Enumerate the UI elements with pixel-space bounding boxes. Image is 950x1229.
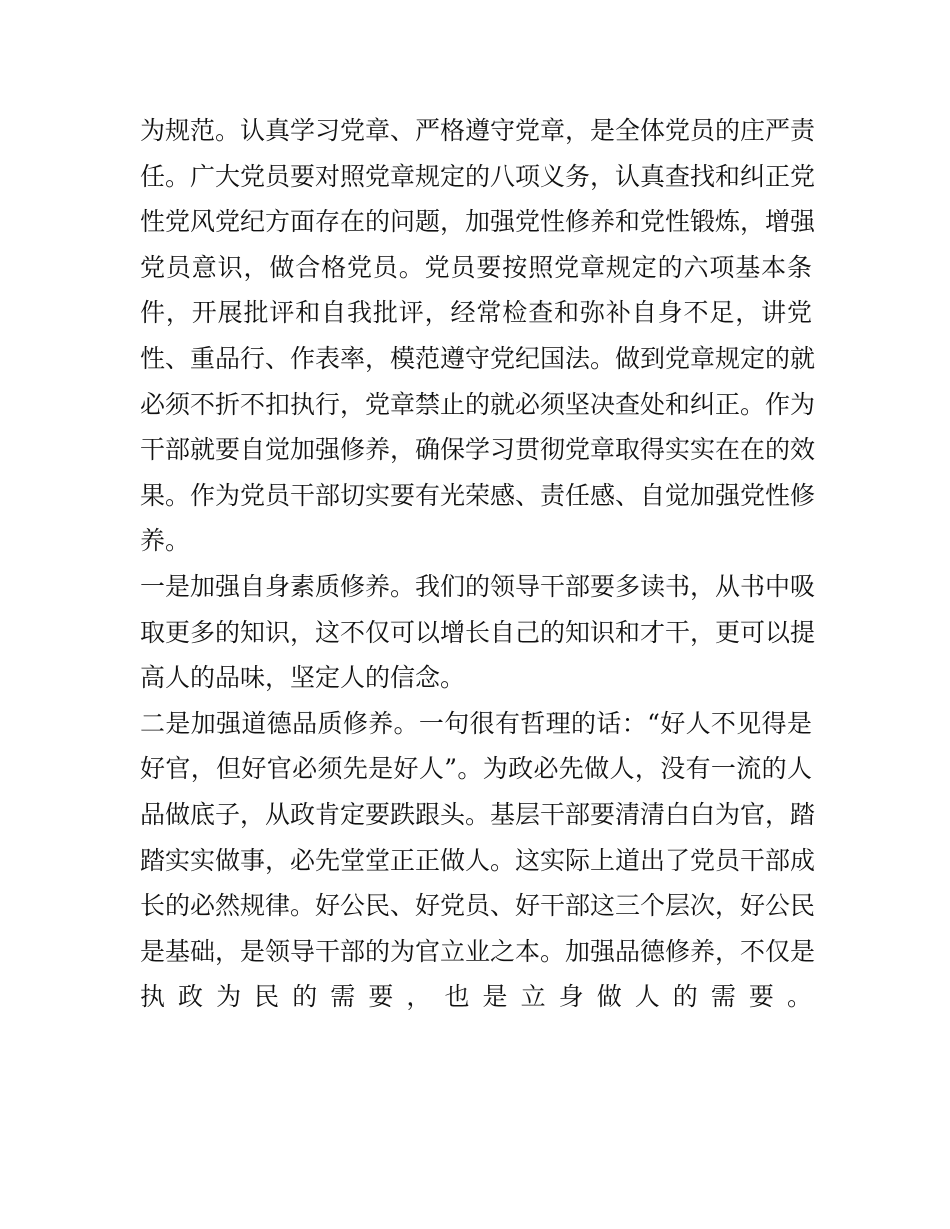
text-line: 取更多的知识，这不仅可以增长自己的知识和才干，更可以提 (140, 617, 816, 647)
text-line: 为规范。认真学习党章、严格遵守党章，是全体党员的庄严责 (140, 116, 816, 145)
text-line: 果。作为党员干部切实要有光荣感、责任感、自觉加强党性修 (140, 480, 816, 510)
text-line: 长的必然规律。好公民、好党员、好干部这三个层次，好公民 (140, 891, 816, 921)
text-line: 二是加强道德品质修养。一句很有哲理的话：“好人不见得是 (140, 708, 812, 738)
text-line: 性、重品行、作表率，模范遵守党纪国法。做到党章规定的就 (140, 343, 816, 373)
text-line: 党员意识，做合格党员。党员要按照党章规定的六项基本条 (140, 252, 812, 282)
text-line: 性党风党纪方面存在的问题，加强党性修养和党性锻炼，增强 (140, 207, 816, 237)
paragraph-moral-quality (140, 701, 816, 1066)
text-line (140, 1020, 812, 1066)
paragraph-party-charter (140, 108, 816, 564)
text-line: 件，开展批评和自我批评，经常检查和弥补自身不足，讲党 (140, 298, 812, 328)
text-line: 一是加强自身素质修养。我们的领导干部要多读书，从书中吸 (140, 571, 816, 601)
text-line: 执政为民的需要，也是立身做人的需要。 (140, 982, 812, 1012)
text-line: 品做底子，从政肯定要跌跟头。基层干部要清清白白为官，踏 (140, 799, 816, 829)
text-line: 高人的品味，坚定人的信念。 (140, 663, 466, 693)
text-line: 干部就要自觉加强修养，确保学习贯彻党章取得实实在在的效 (140, 435, 816, 465)
document-body (140, 108, 816, 1065)
text-line: 好官，但好官必须先是好人”。为政必先做人，没有一流的人 (140, 754, 812, 784)
text-line: 任。广大党员要对照党章规定的八项义务，认真查找和纠正党 (140, 161, 816, 191)
text-line: 必须不折不扣执行，党章禁止的就必须坚决查处和纠正。作为 (140, 389, 816, 419)
paragraph-self-quality (140, 564, 816, 701)
text-line: 养。 (140, 526, 191, 556)
text-line: 是基础，是领导干部的为官立业之本。加强品德修养，不仅是 (140, 936, 816, 966)
text-line: 踏实实做事，必先堂堂正正做人。这实际上道出了党员干部成 (140, 845, 816, 875)
